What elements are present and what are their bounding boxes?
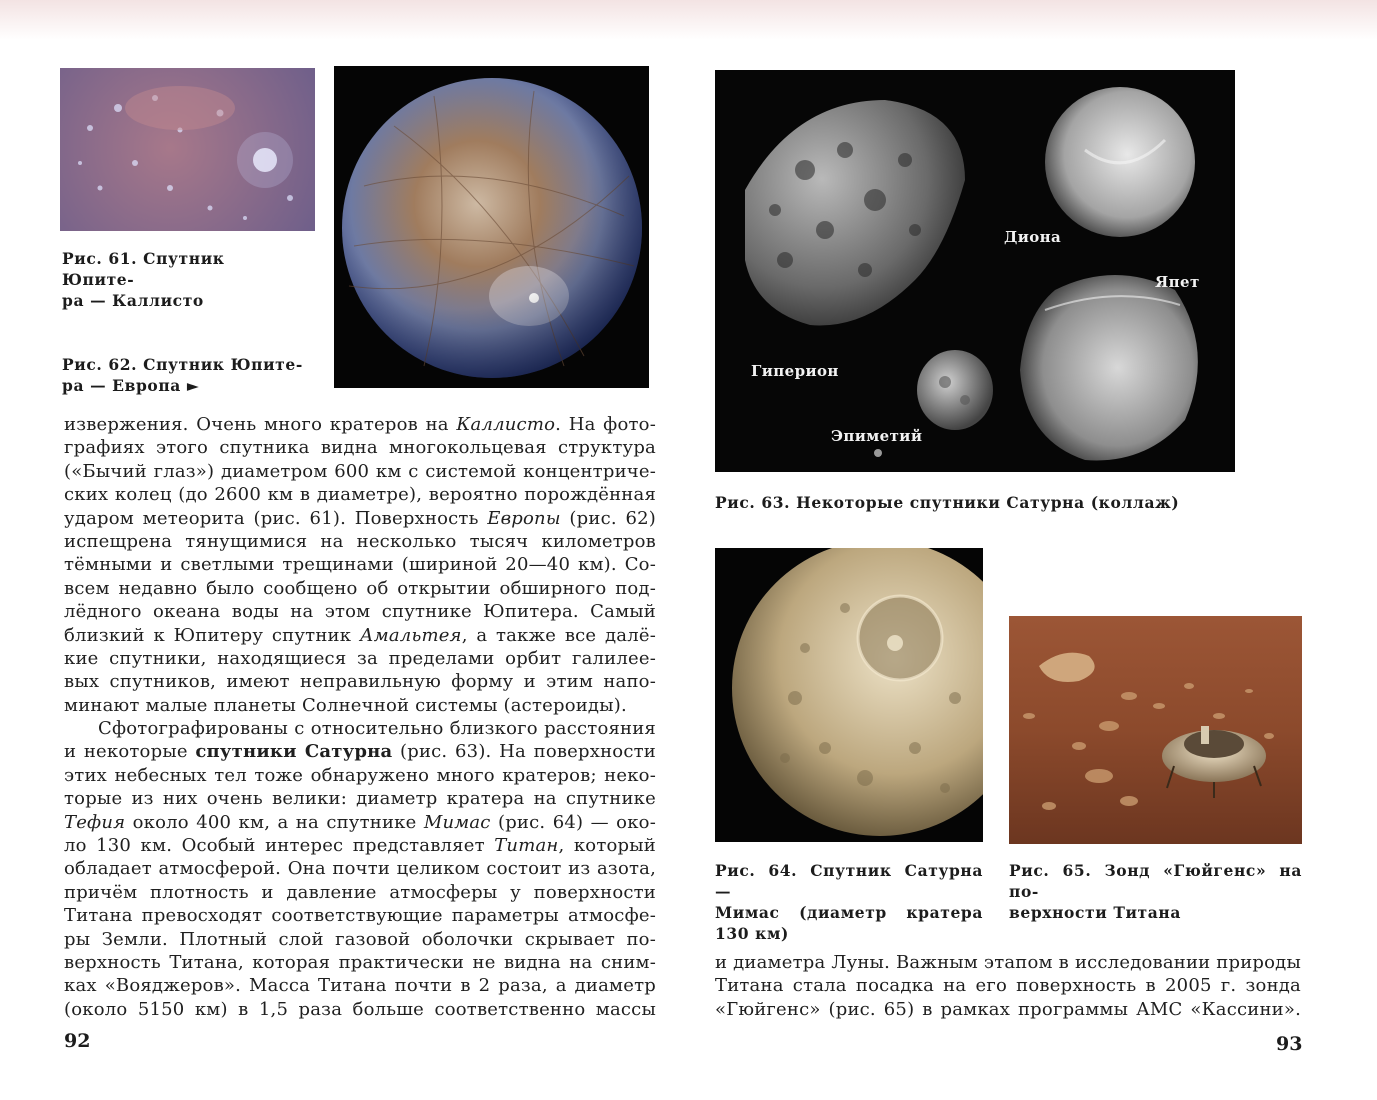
italic-term: Амальтея bbox=[359, 624, 462, 646]
text-line: обладает атмосферой. Она почти целиком состоит из азота, bbox=[64, 858, 656, 880]
figure-65-caption-line: Зонд «Гюйгенс» на по- bbox=[1009, 861, 1302, 901]
figure-huygens-image bbox=[1009, 616, 1302, 844]
text-line: ударом метеорита (рис. 61). Поверхность Европы (рис. 62) bbox=[64, 507, 656, 529]
figure-mimas-image bbox=[715, 548, 983, 842]
text-line: («Бычий глаз») диаметром 600 км с системой концентриче- bbox=[64, 460, 656, 482]
figure-65-caption bbox=[1009, 860, 1302, 923]
label-iapetus: Япет bbox=[1155, 273, 1200, 291]
figure-64-number: Рис. 64. bbox=[715, 861, 798, 880]
figure-65-caption-line: верхности Титана bbox=[1009, 903, 1181, 922]
figure-europa-image bbox=[334, 66, 649, 388]
figure-callisto-image bbox=[60, 68, 315, 231]
text-line: лёдного океана воды на этом спутнике Юпитера. Самый bbox=[64, 601, 656, 623]
text-line: Тефия около 400 км, а на спутнике Мимас (рис. 64) — око- bbox=[64, 811, 656, 833]
text-line: вых спутников, имеют неправильную форму и этим напо- bbox=[64, 671, 656, 693]
italic-term: Европы bbox=[487, 507, 561, 529]
text-line: верхность Титана, которая практически не видна на сним- bbox=[64, 951, 656, 973]
text-line: торые из них очень велики: диаметр кратера на спутнике bbox=[64, 788, 656, 810]
right-page bbox=[688, 0, 1377, 1100]
label-epimetheus: Эпиметий bbox=[831, 427, 923, 445]
page-number-right: 93 bbox=[1276, 1033, 1303, 1055]
right-page-body-text bbox=[715, 951, 1301, 1021]
text-line: графиях этого спутника видна многокольцевая структура bbox=[64, 437, 656, 459]
figure-saturn-moons-collage bbox=[715, 70, 1235, 472]
figure-61-caption-line: Спутник Юпите- bbox=[62, 249, 225, 289]
text-line: извержения. Очень много кратеров на Каллисто. На фото- bbox=[64, 414, 656, 435]
figure-62-caption bbox=[62, 354, 322, 396]
italic-term: Титан bbox=[494, 835, 559, 857]
figure-64-caption-line: 130 км) bbox=[715, 924, 789, 943]
figure-61-number: Рис. 61. bbox=[62, 249, 138, 268]
text-line: и некоторые спутники Сатурна (рис. 63). На поверхности bbox=[64, 741, 656, 763]
italic-term: Мимас bbox=[423, 811, 491, 833]
page-number-left: 92 bbox=[64, 1030, 91, 1052]
text-line: близкий к Юпитеру спутник Амальтея, а также все далё- bbox=[64, 624, 656, 646]
figure-64-caption-line: Спутник Сатурна — bbox=[715, 861, 983, 901]
text-line: ках «Вояджеров». Масса Титана почти в 2 раза, а диаметр bbox=[64, 975, 656, 997]
figure-62-caption-line: Спутник Юпите- bbox=[143, 355, 303, 374]
figure-63-number: Рис. 63. bbox=[715, 493, 791, 512]
text-line: ры Земли. Плотный слой газовой оболочки скрывает по- bbox=[64, 928, 656, 950]
figure-63-caption-text: Некоторые спутники Сатурна (коллаж) bbox=[796, 493, 1180, 512]
left-page bbox=[0, 0, 688, 1100]
text-line: (около 5150 км) в 1,5 раза больше соответственно массы bbox=[64, 998, 656, 1020]
text-line: причём плотность и давление атмосферы у поверхности bbox=[64, 881, 656, 903]
text-line: и диаметра Луны. Важным этапом в исследовании природы bbox=[715, 952, 1301, 973]
text-line: ских колец (до 2600 км в диаметре), вероятно порождённая bbox=[64, 484, 656, 506]
label-dione: Диона bbox=[1004, 228, 1062, 246]
text-line: Сфотографированы с относительно близкого расстояния bbox=[98, 718, 656, 740]
figure-62-number: Рис. 62. bbox=[62, 355, 138, 374]
figure-61-caption-line: ра — Каллисто bbox=[62, 291, 204, 310]
text-line: минают малые планеты Солнечной системы (астероиды). bbox=[64, 694, 627, 716]
figure-64-caption-line: Мимас (диаметр кратера bbox=[715, 903, 983, 922]
text-line: Титана превосходят соответствующие параметры атмосфе- bbox=[64, 905, 656, 927]
text-line: ло 130 км. Особый интерес представляет Титан, который bbox=[64, 835, 656, 857]
label-hyperion: Гиперион bbox=[751, 362, 839, 380]
italic-term: Тефия bbox=[64, 811, 126, 833]
text-line: этих небесных тел тоже обнаружено много кратеров; неко- bbox=[64, 764, 656, 786]
left-page-body-text bbox=[64, 413, 656, 1021]
text-line: «Гюйгенс» (рис. 65) в рамках программы АМС «Кассини». bbox=[715, 998, 1301, 1020]
text-line: всем недавно было сообщено об открытии обширного под- bbox=[64, 577, 656, 599]
figure-63-caption bbox=[715, 492, 1235, 513]
text-line: Титана стала посадка на его поверхность в 2005 г. зонда bbox=[715, 975, 1301, 997]
italic-term: Каллисто bbox=[456, 414, 556, 435]
text-line: испещрена тянущимися на несколько тысяч километров bbox=[64, 530, 656, 552]
figure-64-caption bbox=[715, 860, 983, 944]
figure-61-caption bbox=[62, 248, 302, 311]
figure-65-number: Рис. 65. bbox=[1009, 861, 1092, 880]
text-line: кие спутники, находящиеся за пределами орбит галилее- bbox=[64, 647, 656, 669]
text-line: тёмными и светлыми трещинами (шириной 20—40 км). Со- bbox=[64, 554, 656, 576]
bold-term: спутники Сатурна bbox=[195, 741, 393, 763]
figure-62-caption-line: ра — Европа ► bbox=[62, 376, 200, 395]
